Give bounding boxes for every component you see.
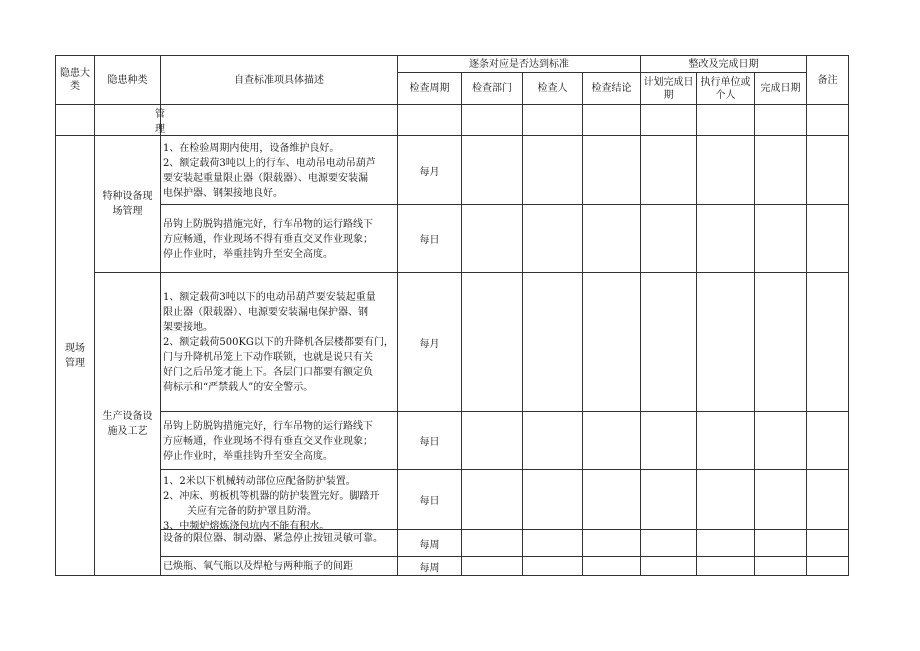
- header-check-result: 检查结论: [583, 73, 641, 105]
- hazard-type-label: 特种设备现场管理: [102, 191, 153, 217]
- standard-description: 吊钩上防脱钩措施完好，行车吊物的运行路线下 方应畅通，作业现场不得有垂直交叉作业现象； 停止作业时，举重挂钩升至安全高度。: [161, 412, 398, 470]
- check-person-cell[interactable]: [523, 557, 583, 576]
- check-person-cell[interactable]: [523, 530, 583, 557]
- check-result-cell[interactable]: [583, 136, 641, 205]
- table-row: [56, 136, 849, 205]
- header-note: 备注: [807, 56, 849, 105]
- note-cell[interactable]: [807, 273, 849, 412]
- standard-description: 设备的限位器、制动器、紧急停止按钮灵敏可靠。: [161, 530, 398, 557]
- major-category-cell: [56, 136, 95, 576]
- note-cell[interactable]: [807, 205, 849, 273]
- note-cell[interactable]: [807, 136, 849, 205]
- note-cell[interactable]: [807, 530, 849, 557]
- hazard-checklist-table: [55, 55, 849, 576]
- done-date-cell[interactable]: [755, 273, 807, 412]
- header-group-check: 逐条对应是否达到标准: [398, 56, 641, 73]
- check-person-cell[interactable]: [523, 273, 583, 412]
- table-row: [56, 205, 849, 273]
- header-major-category: 隐患大类: [56, 56, 95, 105]
- check-department-cell[interactable]: [462, 205, 523, 273]
- check-cycle: 每日: [398, 470, 462, 530]
- plan-date-cell[interactable]: [641, 470, 697, 530]
- plan-date-cell[interactable]: [641, 205, 697, 273]
- check-person-cell[interactable]: [523, 412, 583, 470]
- table-row: [56, 530, 849, 557]
- check-department-cell[interactable]: [462, 557, 523, 576]
- header-done-date: 完成日期: [755, 73, 807, 105]
- carryover-type-text: 管理: [95, 105, 161, 136]
- standard-description: 1、在检验周期内使用，设备维护良好。 2、额定载荷3吨以上的行车、电动吊电动吊葫芦 要安装起重量限止器（限载器）、电源要安装漏 电保护器、钢架接地良好。: [161, 136, 398, 205]
- hazard-type-cell: [95, 273, 161, 576]
- table-row: [56, 412, 849, 470]
- hazard-type-cell: [95, 136, 161, 273]
- plan-date-cell[interactable]: [641, 530, 697, 557]
- carryover-row: [56, 105, 849, 136]
- note-cell[interactable]: [807, 470, 849, 530]
- header-check-department: 检查部门: [462, 73, 523, 105]
- header-check-cycle: 检查周期: [398, 73, 462, 105]
- check-cycle: 每周: [398, 557, 462, 576]
- table-row: [56, 557, 849, 576]
- executor-cell[interactable]: [697, 412, 755, 470]
- note-cell[interactable]: [807, 412, 849, 470]
- check-cycle: 每周: [398, 530, 462, 557]
- executor-cell[interactable]: [697, 530, 755, 557]
- plan-date-cell[interactable]: [641, 273, 697, 412]
- done-date-cell[interactable]: [755, 470, 807, 530]
- check-person-cell[interactable]: [523, 205, 583, 273]
- check-department-cell[interactable]: [462, 136, 523, 205]
- executor-cell[interactable]: [697, 470, 755, 530]
- executor-cell[interactable]: [697, 205, 755, 273]
- table-row: [56, 470, 849, 530]
- plan-date-cell[interactable]: [641, 412, 697, 470]
- table-row: [56, 273, 849, 412]
- executor-cell[interactable]: [697, 273, 755, 412]
- check-result-cell[interactable]: [583, 205, 641, 273]
- standard-description: 1、额定载荷3吨以下的电动吊葫芦要安装起重量 限止器（限载器）、电源要安装漏电保护器、钢 架要接地。 2、额定载荷500KG以下的升降机各层楼都要有门， 门与升降机吊笼上下动作联锁，也就是说只有关 好门之后吊笼才能上下。各层门口都要有额定负 荷标示和“严禁载人”的安全警示。: [161, 273, 398, 412]
- note-cell[interactable]: [807, 557, 849, 576]
- check-department-cell[interactable]: [462, 412, 523, 470]
- header-plan-date: 计划完成日期: [641, 73, 697, 105]
- check-person-cell[interactable]: [523, 470, 583, 530]
- check-cycle: 每月: [398, 273, 462, 412]
- executor-cell[interactable]: [697, 136, 755, 205]
- check-department-cell[interactable]: [462, 530, 523, 557]
- check-department-cell[interactable]: [462, 470, 523, 530]
- header-group-rectify: 整改及完成日期: [641, 56, 807, 73]
- check-result-cell[interactable]: [583, 273, 641, 412]
- header-check-person: 检查人: [523, 73, 583, 105]
- done-date-cell[interactable]: [755, 412, 807, 470]
- header-standard-description: 自查标准项具体描述: [161, 56, 398, 105]
- header-row-1: [56, 56, 849, 73]
- header-executor: 执行单位或个人: [697, 73, 755, 105]
- executor-cell[interactable]: [697, 557, 755, 576]
- hazard-type-label: 生产设备设施及工艺: [102, 411, 153, 437]
- done-date-cell[interactable]: [755, 205, 807, 273]
- done-date-cell[interactable]: [755, 530, 807, 557]
- standard-description: 1、2米以下机械转动部位应配备防护装置。 2、冲床、剪板机等机器的防护装置完好。脚踏开 关应有完备的防护罩且防滑。 3、中频炉熔炼浇包坑内不能有积水。: [161, 470, 398, 530]
- major-category-label: 现场管理: [65, 342, 85, 369]
- check-result-cell[interactable]: [583, 470, 641, 530]
- check-result-cell[interactable]: [583, 530, 641, 557]
- standard-description: 吊钩上防脱钩措施完好，行车吊物的运行路线下 方应畅通，作业现场不得有垂直交叉作业现象； 停止作业时，举重挂钩升至安全高度。: [161, 205, 398, 273]
- check-result-cell[interactable]: [583, 412, 641, 470]
- plan-date-cell[interactable]: [641, 557, 697, 576]
- done-date-cell[interactable]: [755, 557, 807, 576]
- check-cycle: 每月: [398, 136, 462, 205]
- check-department-cell[interactable]: [462, 273, 523, 412]
- check-cycle: 每日: [398, 205, 462, 273]
- standard-description: 已焕瓶、氧气瓶以及焊枪与两种瓶子的间距: [161, 557, 398, 576]
- header-hazard-type: 隐患种类: [95, 56, 161, 105]
- check-person-cell[interactable]: [523, 136, 583, 205]
- check-cycle: 每日: [398, 412, 462, 470]
- done-date-cell[interactable]: [755, 136, 807, 205]
- plan-date-cell[interactable]: [641, 136, 697, 205]
- check-result-cell[interactable]: [583, 557, 641, 576]
